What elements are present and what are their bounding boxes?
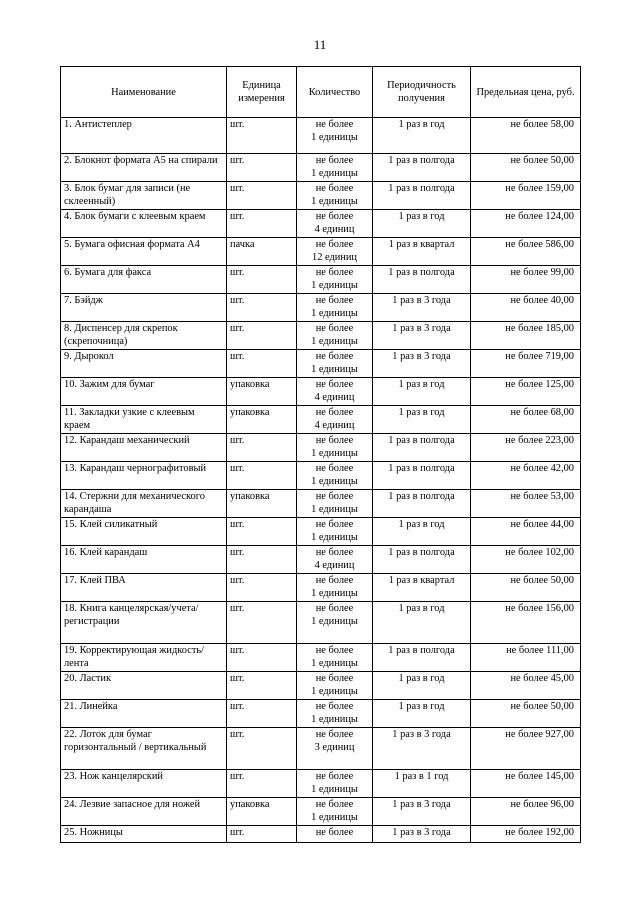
supplies-table bbox=[60, 66, 581, 843]
quantity-line-1: не более bbox=[315, 351, 354, 362]
quantity-line-2: 4 единиц bbox=[314, 391, 355, 403]
cell-frequency: 1 раз в 3 года bbox=[373, 798, 471, 826]
cell-name: 12. Карандаш механический bbox=[61, 434, 227, 462]
cell-unit: шт. bbox=[227, 672, 297, 700]
cell-unit: шт. bbox=[227, 434, 297, 462]
quantity-line-1: не более bbox=[315, 295, 354, 306]
cell-frequency: 1 раз в полгода bbox=[373, 644, 471, 672]
cell-price: не более 68,00 bbox=[471, 406, 581, 434]
quantity-line-1: не более bbox=[315, 211, 354, 222]
quantity-line-2: 1 единицы bbox=[311, 279, 358, 291]
cell-frequency: 1 раз в год bbox=[373, 602, 471, 644]
cell-name: 23. Нож канцелярский bbox=[61, 770, 227, 798]
cell-name: 19. Корректирующая жидкость/лента bbox=[61, 644, 227, 672]
cell-frequency: 1 раз в 3 года bbox=[373, 826, 471, 843]
cell-unit: шт. bbox=[227, 518, 297, 546]
cell-name: 24. Лезвие запасное для ножей bbox=[61, 798, 227, 826]
cell-name: 8. Диспенсер для скрепок (скрепочница) bbox=[61, 322, 227, 350]
header-quantity: Количество bbox=[297, 67, 373, 118]
cell-price: не более 586,00 bbox=[471, 238, 581, 266]
cell-price: не более 50,00 bbox=[471, 154, 581, 182]
quantity-line-1: не более bbox=[315, 827, 354, 838]
header-frequency: Периодичность получения bbox=[373, 67, 471, 118]
cell-price: не более 125,00 bbox=[471, 378, 581, 406]
table-row bbox=[61, 434, 581, 462]
cell-frequency: 1 раз в полгода bbox=[373, 182, 471, 210]
cell-name: 20. Ластик bbox=[61, 672, 227, 700]
cell-price: не более 223,00 bbox=[471, 434, 581, 462]
table-row bbox=[61, 154, 581, 182]
quantity-line-1: не более bbox=[315, 323, 354, 334]
cell-price: не более 44,00 bbox=[471, 518, 581, 546]
table-row bbox=[61, 518, 581, 546]
header-price: Предельная цена, руб. bbox=[471, 67, 581, 118]
quantity-line-1: не более bbox=[315, 379, 354, 390]
quantity-line-2: 1 единицы bbox=[311, 195, 358, 207]
cell-quantity bbox=[297, 462, 373, 490]
cell-price: не более 45,00 bbox=[471, 672, 581, 700]
cell-price: не более 99,00 bbox=[471, 266, 581, 294]
cell-unit: упаковка bbox=[227, 406, 297, 434]
quantity-line-2: 1 единицы bbox=[311, 783, 358, 795]
table-header-row bbox=[61, 67, 581, 118]
table-row bbox=[61, 672, 581, 700]
quantity-line-2: 1 единицы bbox=[311, 657, 358, 669]
cell-frequency: 1 раз в год bbox=[373, 378, 471, 406]
quantity-line-2: 1 единицы bbox=[311, 587, 358, 599]
cell-name: 22. Лоток для бумаг горизонтальный / вертикальный bbox=[61, 728, 227, 770]
cell-frequency: 1 раз в полгода bbox=[373, 434, 471, 462]
cell-name: 15. Клей силикатный bbox=[61, 518, 227, 546]
cell-quantity bbox=[297, 672, 373, 700]
quantity-line-2: 1 единицы bbox=[311, 335, 358, 347]
cell-frequency: 1 раз в полгода bbox=[373, 546, 471, 574]
table-row bbox=[61, 294, 581, 322]
cell-frequency: 1 раз в год bbox=[373, 672, 471, 700]
quantity-line-1: не более bbox=[315, 155, 354, 166]
cell-unit: шт. bbox=[227, 728, 297, 770]
quantity-line-2: 1 единицы bbox=[311, 447, 358, 459]
cell-unit: шт. bbox=[227, 322, 297, 350]
cell-name: 9. Дырокол bbox=[61, 350, 227, 378]
cell-unit: шт. bbox=[227, 770, 297, 798]
cell-quantity bbox=[297, 700, 373, 728]
table-row bbox=[61, 322, 581, 350]
table-row bbox=[61, 378, 581, 406]
cell-price: не более 58,00 bbox=[471, 118, 581, 154]
quantity-line-2: 4 единиц bbox=[314, 559, 355, 571]
cell-price: не более 192,00 bbox=[471, 826, 581, 843]
cell-quantity bbox=[297, 798, 373, 826]
quantity-line-1: не более bbox=[315, 771, 354, 782]
cell-frequency: 1 раз в полгода bbox=[373, 490, 471, 518]
quantity-line-2: 1 единицы bbox=[311, 713, 358, 725]
cell-name: 13. Карандаш чернографитовый bbox=[61, 462, 227, 490]
page-number: 11 bbox=[313, 37, 327, 52]
cell-frequency: 1 раз в полгода bbox=[373, 462, 471, 490]
table-row bbox=[61, 644, 581, 672]
quantity-line-1: не более bbox=[315, 603, 354, 614]
quantity-line-1: не более bbox=[315, 119, 354, 130]
quantity-line-2: 3 единиц bbox=[314, 741, 355, 753]
cell-price: не более 96,00 bbox=[471, 798, 581, 826]
table-row bbox=[61, 490, 581, 518]
cell-name: 5. Бумага офисная формата А4 bbox=[61, 238, 227, 266]
quantity-line-1: не более bbox=[315, 407, 354, 418]
cell-quantity bbox=[297, 210, 373, 238]
cell-price: не более 50,00 bbox=[471, 574, 581, 602]
quantity-line-1: не более bbox=[315, 729, 354, 740]
cell-frequency: 1 раз в год bbox=[373, 700, 471, 728]
table-row bbox=[61, 406, 581, 434]
cell-price: не более 159,00 bbox=[471, 182, 581, 210]
cell-frequency: 1 раз в 1 год bbox=[373, 770, 471, 798]
cell-quantity bbox=[297, 546, 373, 574]
cell-name: 10. Зажим для бумаг bbox=[61, 378, 227, 406]
cell-price: не более 719,00 bbox=[471, 350, 581, 378]
cell-unit: шт. bbox=[227, 210, 297, 238]
cell-unit: упаковка bbox=[227, 378, 297, 406]
cell-quantity bbox=[297, 238, 373, 266]
cell-unit: шт. bbox=[227, 546, 297, 574]
table-row bbox=[61, 546, 581, 574]
quantity-line-1: не более bbox=[315, 267, 354, 278]
cell-quantity bbox=[297, 266, 373, 294]
quantity-line-2: 1 единицы bbox=[311, 363, 358, 375]
cell-quantity bbox=[297, 350, 373, 378]
cell-unit: шт. bbox=[227, 350, 297, 378]
cell-quantity bbox=[297, 322, 373, 350]
cell-price: не более 156,00 bbox=[471, 602, 581, 644]
quantity-line-1: не более bbox=[315, 701, 354, 712]
quantity-line-2: 1 единицы bbox=[311, 475, 358, 487]
quantity-line-1: не более bbox=[315, 799, 354, 810]
cell-frequency: 1 раз в год bbox=[373, 118, 471, 154]
cell-quantity bbox=[297, 770, 373, 798]
quantity-line-1: не более bbox=[315, 239, 354, 250]
cell-frequency: 1 раз в квартал bbox=[373, 238, 471, 266]
cell-name: 4. Блок бумаги с клеевым краем bbox=[61, 210, 227, 238]
quantity-line-2: 1 единицы bbox=[311, 131, 358, 143]
table-row bbox=[61, 798, 581, 826]
cell-unit: шт. bbox=[227, 154, 297, 182]
cell-name: 16. Клей карандаш bbox=[61, 546, 227, 574]
cell-price: не более 53,00 bbox=[471, 490, 581, 518]
cell-frequency: 1 раз в квартал bbox=[373, 574, 471, 602]
cell-name: 11. Закладки узкие с клеевым краем bbox=[61, 406, 227, 434]
quantity-line-2: 1 единицы bbox=[311, 167, 358, 179]
quantity-line-1: не более bbox=[315, 673, 354, 684]
table-row bbox=[61, 462, 581, 490]
cell-frequency: 1 раз в 3 года bbox=[373, 294, 471, 322]
cell-quantity bbox=[297, 518, 373, 546]
cell-unit: шт. bbox=[227, 700, 297, 728]
cell-quantity bbox=[297, 182, 373, 210]
cell-name: 14. Стержни для механического карандаша bbox=[61, 490, 227, 518]
quantity-line-2: 1 единицы bbox=[311, 685, 358, 697]
quantity-line-2: 12 единиц bbox=[312, 251, 357, 263]
cell-name: 1. Антистеплер bbox=[61, 118, 227, 154]
table-body bbox=[61, 118, 581, 843]
table-row bbox=[61, 826, 581, 843]
cell-price: не более 145,00 bbox=[471, 770, 581, 798]
table-row bbox=[61, 210, 581, 238]
cell-name: 3. Блок бумаг для записи (не склеенный) bbox=[61, 182, 227, 210]
cell-price: не более 102,00 bbox=[471, 546, 581, 574]
cell-quantity bbox=[297, 574, 373, 602]
quantity-line-1: не более bbox=[315, 547, 354, 558]
cell-price: не более 50,00 bbox=[471, 700, 581, 728]
header-name: Наименование bbox=[61, 67, 227, 118]
cell-unit: шт. bbox=[227, 574, 297, 602]
cell-frequency: 1 раз в 3 года bbox=[373, 350, 471, 378]
table-row bbox=[61, 266, 581, 294]
cell-price: не более 185,00 bbox=[471, 322, 581, 350]
quantity-line-2: 1 единицы bbox=[311, 615, 358, 627]
cell-quantity bbox=[297, 728, 373, 770]
cell-quantity bbox=[297, 490, 373, 518]
cell-unit: шт. bbox=[227, 182, 297, 210]
cell-name: 2. Блокнот формата А5 на спирали bbox=[61, 154, 227, 182]
table-row bbox=[61, 182, 581, 210]
cell-quantity bbox=[297, 294, 373, 322]
quantity-line-1: не более bbox=[315, 519, 354, 530]
quantity-line-2: 1 единицы bbox=[311, 811, 358, 823]
cell-unit: шт. bbox=[227, 602, 297, 644]
cell-price: не более 42,00 bbox=[471, 462, 581, 490]
cell-quantity bbox=[297, 826, 373, 843]
quantity-line-1: не более bbox=[315, 645, 354, 656]
cell-name: 17. Клей ПВА bbox=[61, 574, 227, 602]
table-row bbox=[61, 602, 581, 644]
table-row bbox=[61, 350, 581, 378]
cell-frequency: 1 раз в год bbox=[373, 210, 471, 238]
cell-quantity bbox=[297, 406, 373, 434]
cell-quantity bbox=[297, 378, 373, 406]
cell-unit: шт. bbox=[227, 462, 297, 490]
cell-name: 6. Бумага для факса bbox=[61, 266, 227, 294]
quantity-line-2: 1 единицы bbox=[311, 503, 358, 515]
quantity-line-1: не более bbox=[315, 183, 354, 194]
cell-price: не более 124,00 bbox=[471, 210, 581, 238]
cell-name: 7. Бэйдж bbox=[61, 294, 227, 322]
cell-unit: шт. bbox=[227, 294, 297, 322]
quantity-line-2: 1 единицы bbox=[311, 307, 358, 319]
header-unit: Единица измерения bbox=[227, 67, 297, 118]
table-row bbox=[61, 118, 581, 154]
quantity-line-1: не более bbox=[315, 435, 354, 446]
cell-unit: пачка bbox=[227, 238, 297, 266]
cell-unit: шт. bbox=[227, 826, 297, 843]
cell-unit: шт. bbox=[227, 644, 297, 672]
cell-frequency: 1 раз в год bbox=[373, 406, 471, 434]
cell-frequency: 1 раз в полгода bbox=[373, 266, 471, 294]
cell-frequency: 1 раз в 3 года bbox=[373, 322, 471, 350]
cell-price: не более 40,00 bbox=[471, 294, 581, 322]
cell-unit: упаковка bbox=[227, 798, 297, 826]
table-row bbox=[61, 700, 581, 728]
cell-name: 25. Ножницы bbox=[61, 826, 227, 843]
cell-quantity bbox=[297, 154, 373, 182]
cell-quantity bbox=[297, 118, 373, 154]
quantity-line-2: 4 единиц bbox=[314, 419, 355, 431]
cell-price: не более 927,00 bbox=[471, 728, 581, 770]
table-row bbox=[61, 728, 581, 770]
cell-quantity bbox=[297, 434, 373, 462]
cell-name: 18. Книга канцелярская/учета/ регистрации bbox=[61, 602, 227, 644]
cell-unit: шт. bbox=[227, 266, 297, 294]
cell-quantity bbox=[297, 644, 373, 672]
table-row bbox=[61, 238, 581, 266]
quantity-line-2: 4 единиц bbox=[314, 223, 355, 235]
cell-unit: шт. bbox=[227, 118, 297, 154]
quantity-line-1: не более bbox=[315, 463, 354, 474]
cell-unit: упаковка bbox=[227, 490, 297, 518]
table-row bbox=[61, 770, 581, 798]
cell-quantity bbox=[297, 602, 373, 644]
cell-name: 21. Линейка bbox=[61, 700, 227, 728]
cell-price: не более 111,00 bbox=[471, 644, 581, 672]
cell-frequency: 1 раз в 3 года bbox=[373, 728, 471, 770]
quantity-line-1: не более bbox=[315, 575, 354, 586]
quantity-line-1: не более bbox=[315, 491, 354, 502]
cell-frequency: 1 раз в год bbox=[373, 518, 471, 546]
quantity-line-2: 1 единицы bbox=[311, 531, 358, 543]
table-row bbox=[61, 574, 581, 602]
cell-frequency: 1 раз в полгода bbox=[373, 154, 471, 182]
